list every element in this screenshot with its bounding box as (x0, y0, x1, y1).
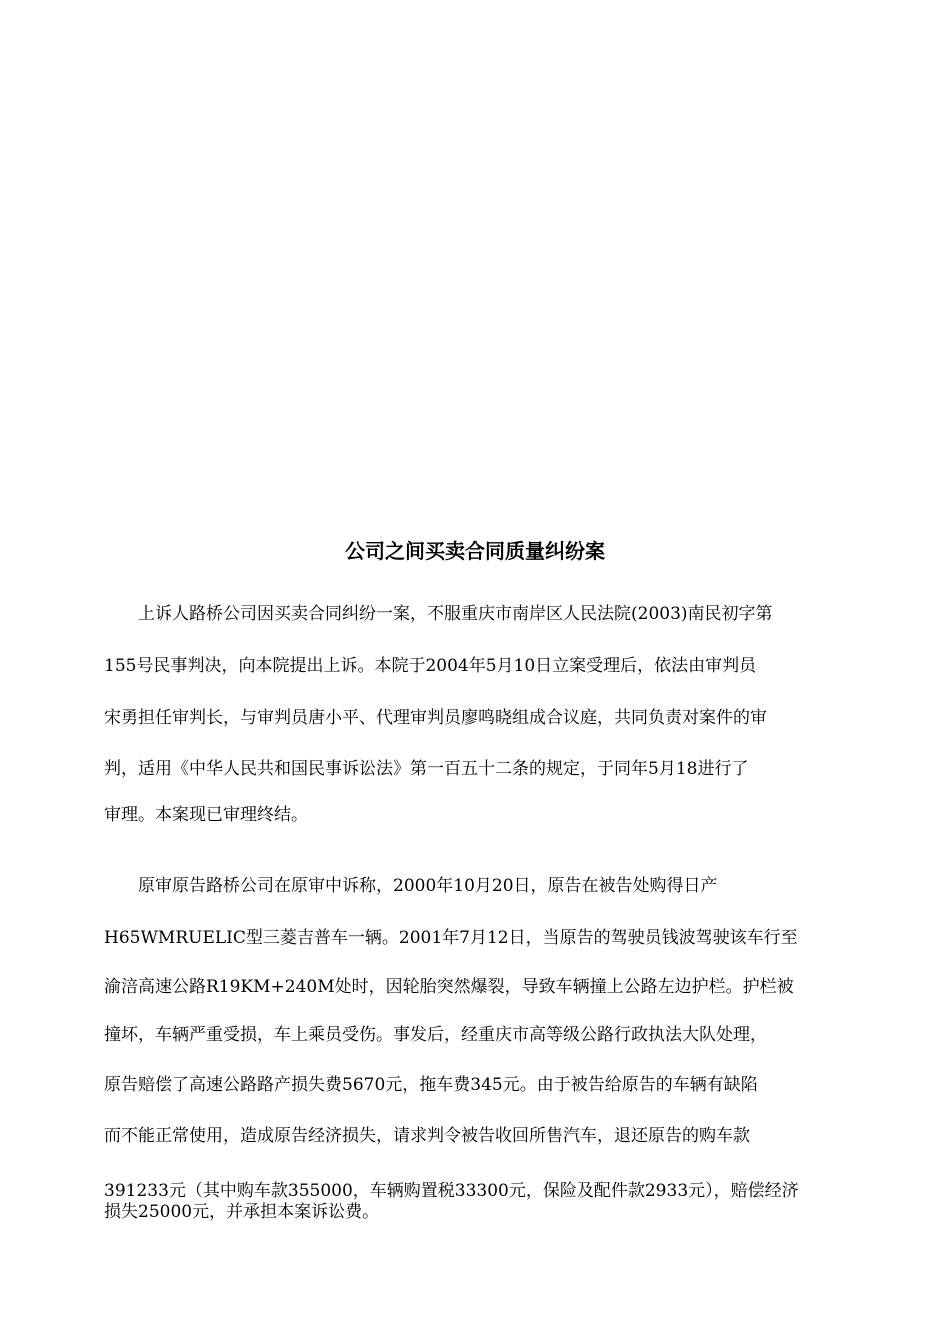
paragraph-2-line-8: 损失25000元，并承担本案诉讼费。 (104, 1202, 380, 1222)
paragraph-2-line-3: 渝涪高速公路R19KM+240M处时，因轮胎突然爆裂，导致车辆撞上公路左边护栏。护栏被 (104, 977, 794, 997)
paragraph-1-line-2: 155号民事判决，向本院提出上诉。本院于2004年5月10日立案受理后，依法由审判员 (104, 656, 757, 676)
paragraph-2-line-4: 撞坏，车辆严重受损，车上乘员受伤。事发后，经重庆市高等级公路行政执法大队处理， (104, 1025, 767, 1045)
paragraph-2-line-2: H65WMRUELIC型三菱吉普车一辆。2001年7月12日，当原告的驾驶员钱波驾驶该车行至 (104, 928, 798, 948)
paragraph-1-line-4: 判，适用《中华人民共和国民事诉讼法》第一百五十二条的规定，于同年5月18进行了 (104, 759, 749, 779)
paragraph-1-line-3: 宋勇担任审判长，与审判员唐小平、代理审判员廖鸣晓组成合议庭，共同负责对案件的审 (104, 708, 767, 728)
paragraph-2-line-5: 原告赔偿了高速公路路产损失费5670元，拖车费345元。由于被告给原告的车辆有缺陷 (104, 1075, 758, 1095)
paragraph-2-line-1: 原审原告路桥公司在原审中诉称，2000年10月20日，原告在被告处购得日产 (104, 876, 718, 896)
paragraph-2-line-6: 而不能正常使用，造成原告经济损失，请求判令被告收回所售汽车，退还原告的购车款 (104, 1126, 750, 1146)
paragraph-1-line-1: 上诉人路桥公司因买卖合同纠纷一案，不服重庆市南岸区人民法院(2003)南民初字第 (104, 604, 773, 624)
paragraph-2-line-7: 391233元（其中购车款355000，车辆购置税33300元，保险及配件款2933元），赔偿经济 (104, 1181, 799, 1201)
document-title: 公司之间买卖合同质量纠纷案 (345, 539, 605, 563)
paragraph-1-line-5: 审理。本案现已审理终结。 (104, 805, 308, 825)
